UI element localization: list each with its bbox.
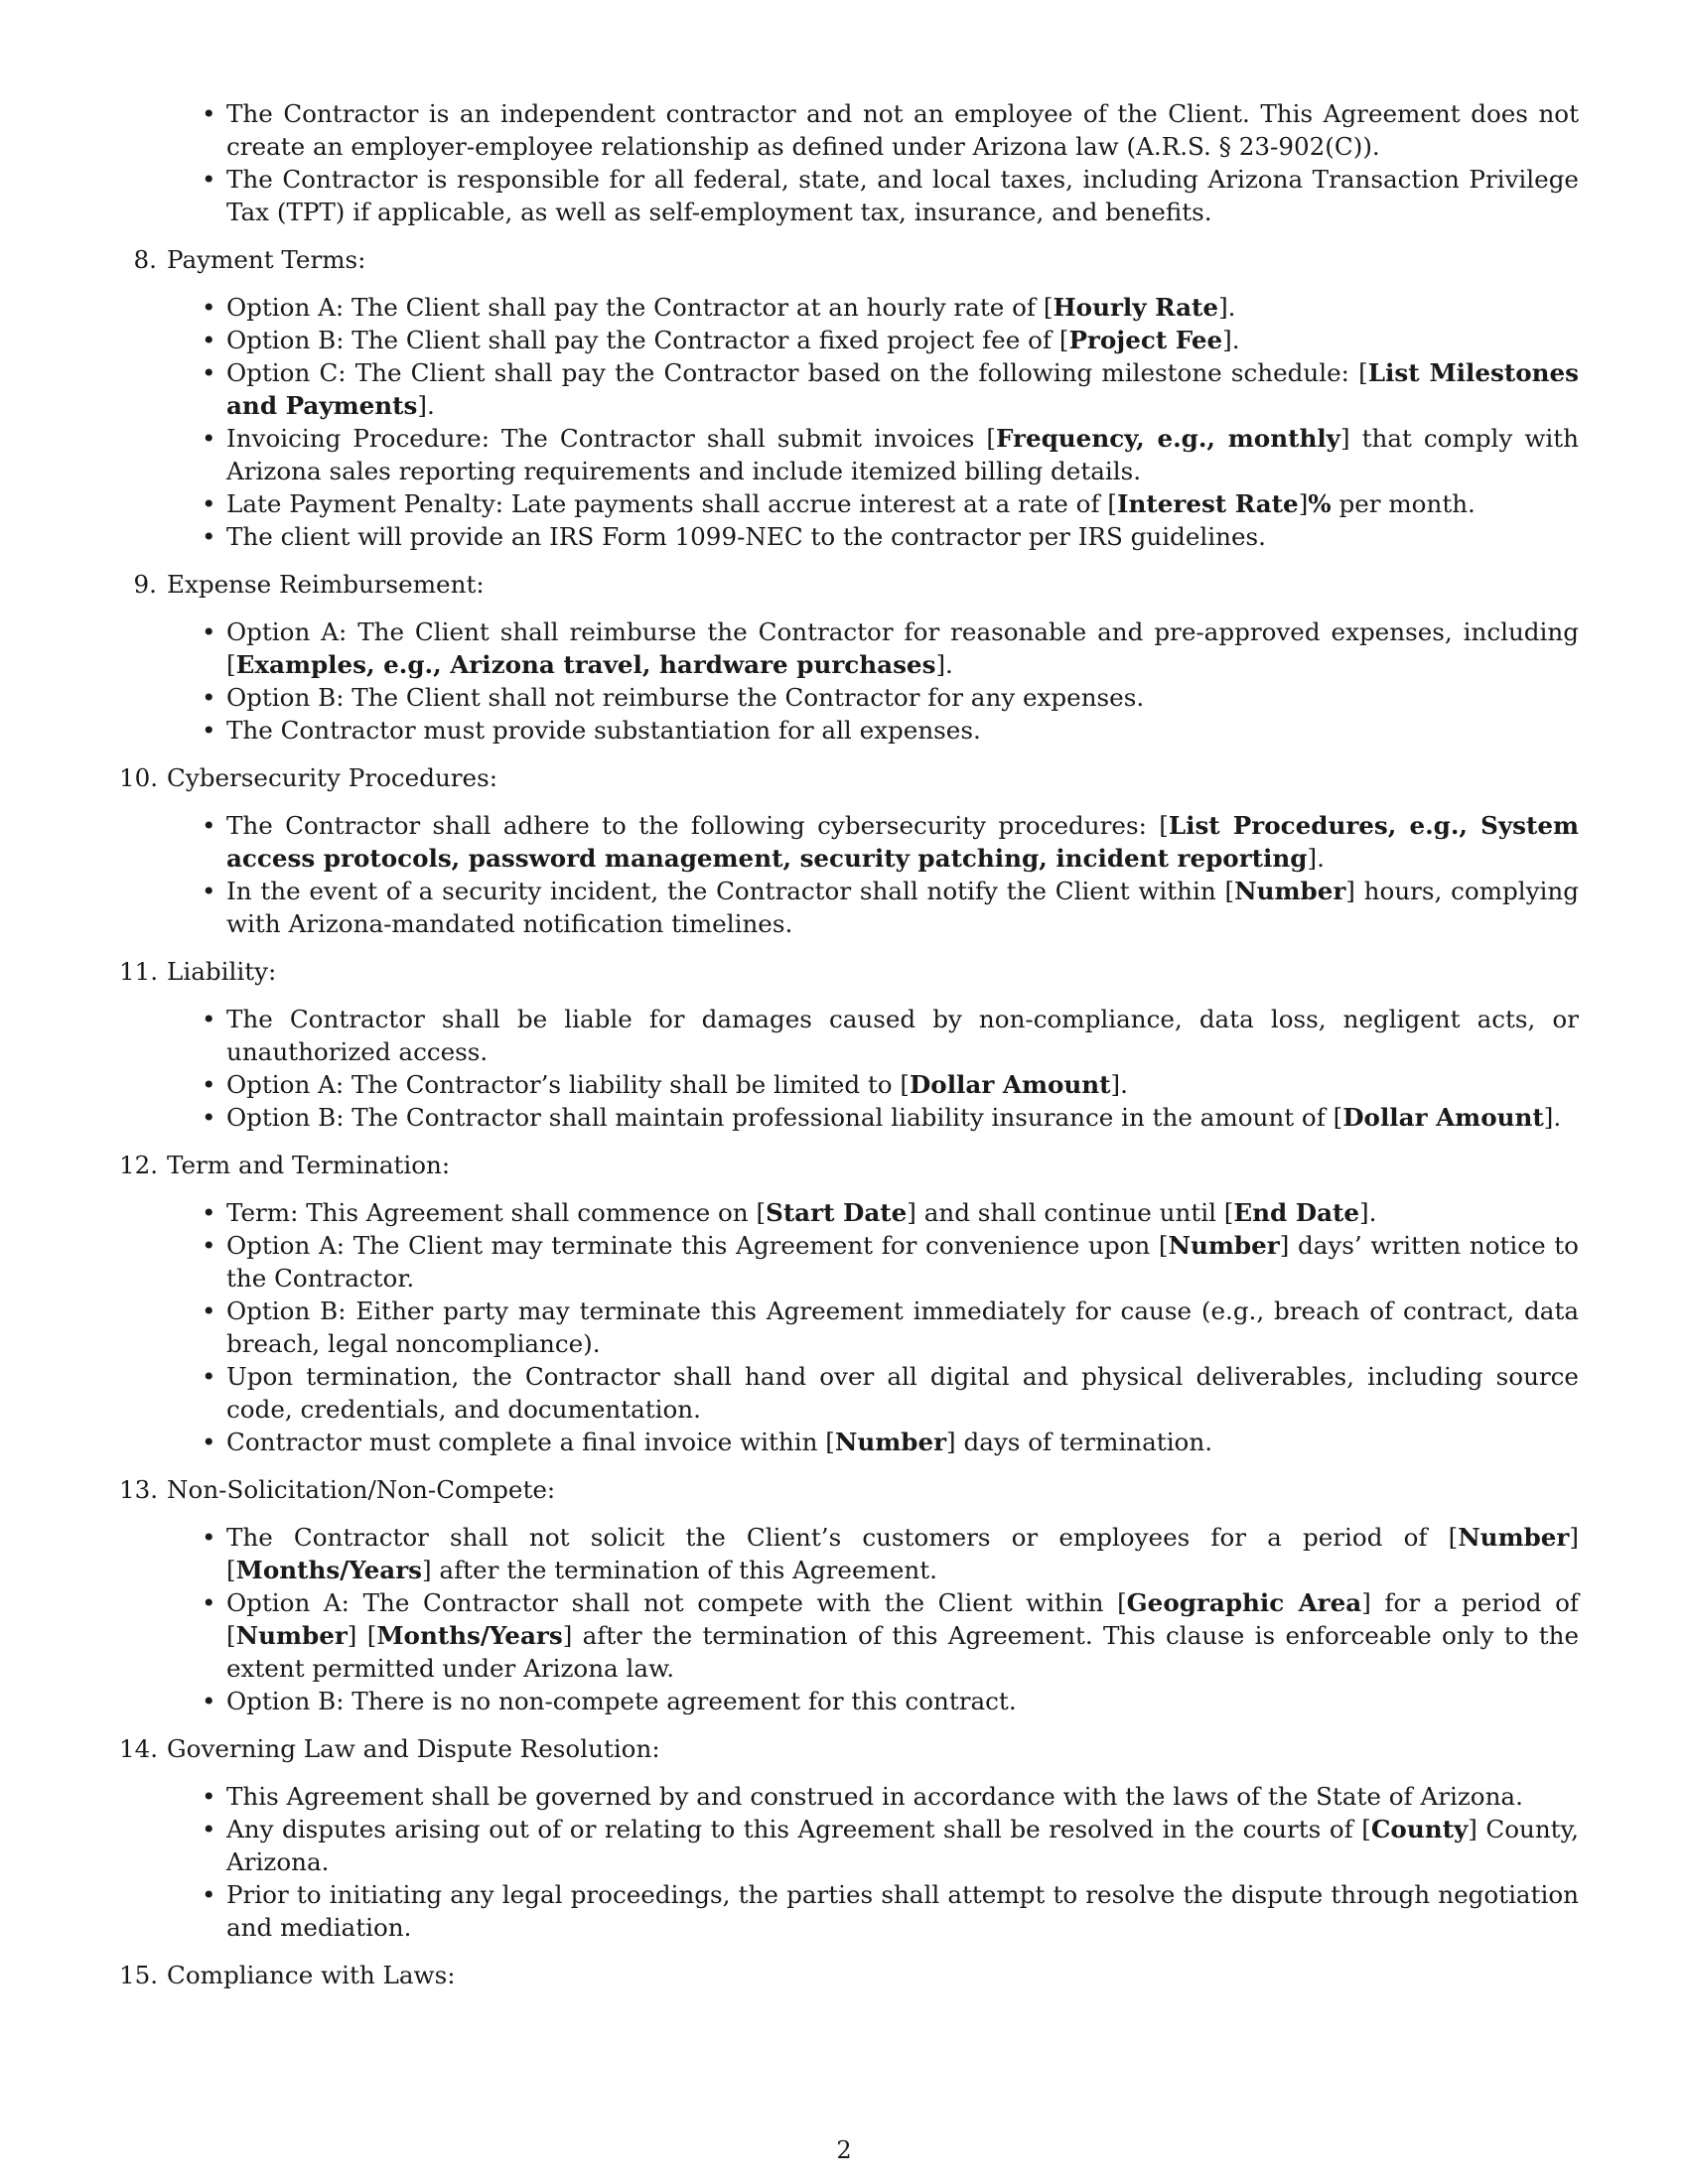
text-run: Term: This Agreement shall commence on [ [226, 1198, 767, 1227]
section [119, 1732, 1579, 1944]
text-run: ]. [417, 391, 435, 420]
list-item [226, 422, 1579, 487]
text-run: ] for a period of [ [226, 1588, 1579, 1650]
placeholder-field: Geographic Area [1126, 1588, 1362, 1617]
list-item [226, 1360, 1579, 1426]
placeholder-field: Interest Rate [1116, 489, 1299, 518]
placeholder-field: Number [1168, 1231, 1280, 1260]
text-run: Option B: Either party may terminate this Agreement immediately for cause (e.g., breach of contract, data breach, legal noncompliance). [226, 1297, 1579, 1358]
section-number: 14. [119, 1734, 159, 1763]
text-run: ] [1298, 489, 1309, 518]
text-run: Option B: The Client shall not reimburse the Contractor for any expenses. [226, 683, 1145, 712]
list-item [226, 1426, 1579, 1458]
section-title: Cybersecurity Procedures: [167, 763, 498, 792]
list-item [226, 1068, 1579, 1101]
list-item [226, 1196, 1579, 1229]
text-run: ] days’ written notice to the Contractor. [226, 1231, 1579, 1293]
text-run: The Contractor shall adhere to the following cybersecurity procedures: [ [226, 811, 1169, 840]
text-run: Option B: The Contractor shall maintain professional liability insurance in the amount of [ [226, 1103, 1343, 1132]
section-number: 11. [119, 957, 159, 986]
text-run: The Contractor is responsible for all federal, state, and local taxes, including Arizona Transaction Privilege Tax (TPT) if applicable, as well as self-employment tax, insurance, and benefits. [226, 165, 1579, 226]
text-run: ] after the termination of this Agreement. This clause is enforceable only to the extent permitted under Arizona law. [226, 1621, 1579, 1683]
list-item [226, 1813, 1579, 1878]
text-run: Contractor must complete a final invoice within [ [226, 1428, 835, 1456]
section-title: Compliance with Laws: [167, 1961, 456, 1989]
list-item [226, 615, 1579, 681]
sections-container [119, 243, 1579, 1991]
section-title: Payment Terms: [167, 245, 366, 274]
text-run: Late Payment Penalty: Late payments shall accrue interest at a rate of [ [226, 489, 1117, 518]
text-run: ]. [1222, 326, 1240, 354]
placeholder-field: Frequency, e.g., monthly [995, 424, 1340, 453]
section-title: Liability: [167, 957, 277, 986]
text-run: Any disputes arising out of or relating to this Agreement shall be resolved in the courts of [ [226, 1815, 1371, 1843]
text-run: ]. [1218, 293, 1236, 322]
text-run: ] that comply with Arizona sales reporting requirements and include itemized billing details. [226, 424, 1579, 485]
text-run: ] County, Arizona. [226, 1815, 1580, 1876]
section [119, 955, 1579, 1134]
text-run: ]. [935, 650, 953, 679]
text-run: The client will provide an IRS Form 1099-NEC to the contractor per IRS guidelines. [226, 522, 1266, 551]
section [119, 243, 1579, 553]
list-item [226, 291, 1579, 324]
section-heading [119, 1959, 1579, 1991]
section-heading [119, 1149, 1579, 1181]
text-run: In the event of a security incident, the Contractor shall notify the Client within [ [226, 877, 1235, 905]
section-heading [119, 1732, 1579, 1765]
placeholder-field: Dollar Amount [909, 1070, 1111, 1099]
section-title: Term and Termination: [167, 1151, 451, 1179]
list-item [226, 1295, 1579, 1360]
placeholder-field: Number [1458, 1523, 1570, 1552]
section-number: 10. [119, 763, 159, 792]
text-run: ] [ [347, 1621, 377, 1650]
list-item [226, 1521, 1579, 1586]
list-item [226, 714, 1579, 747]
list-item [226, 1003, 1579, 1068]
text-run: ]. [1359, 1198, 1377, 1227]
text-run: per month. [1331, 489, 1476, 518]
placeholder-field: Months/Years [235, 1556, 422, 1584]
placeholder-field: Months/Years [376, 1621, 563, 1650]
document-body [119, 97, 1579, 2006]
list-item [226, 356, 1579, 422]
placeholder-field: Number [235, 1621, 348, 1650]
text-run: ] and shall continue until [ [907, 1198, 1234, 1227]
section-heading [119, 243, 1579, 276]
list-item [226, 520, 1579, 553]
text-run: Option C: The Client shall pay the Contractor based on the following milestone schedule: [ [226, 358, 1368, 387]
section-title: Expense Reimbursement: [167, 570, 485, 599]
section-bullet-list [119, 1196, 1579, 1458]
text-run: Option A: The Client shall pay the Contractor at an hourly rate of [ [226, 293, 1054, 322]
text-run: Option A: The Client shall reimburse the Contractor for reasonable and pre-approved expenses, including [ [226, 617, 1579, 679]
section-heading [119, 568, 1579, 601]
section-number: 12. [119, 1151, 159, 1179]
text-run: ]. [1307, 844, 1325, 873]
section-number: 13. [119, 1475, 159, 1504]
placeholder-field: % [1308, 489, 1332, 518]
section [119, 761, 1579, 940]
text-run: The Contractor shall be liable for damages caused by non-compliance, data loss, negligent acts, or unauthorized access. [226, 1005, 1579, 1066]
section-title: Governing Law and Dispute Resolution: [167, 1734, 660, 1763]
list-item [226, 1685, 1579, 1717]
text-run: Option B: The Client shall pay the Contractor a fixed project fee of [ [226, 326, 1069, 354]
text-run: Option B: There is no non-compete agreement for this contract. [226, 1687, 1017, 1715]
text-run: ] [ [226, 1523, 1579, 1584]
text-run: ] days of termination. [946, 1428, 1213, 1456]
placeholder-field: Start Date [766, 1198, 908, 1227]
section-bullet-list [119, 1521, 1579, 1717]
text-run: Invoicing Procedure: The Contractor shall submit invoices [ [226, 424, 996, 453]
text-run: Option A: The Contractor shall not compete with the Client within [ [226, 1588, 1127, 1617]
list-item [226, 681, 1579, 714]
placeholder-field: County [1370, 1815, 1469, 1843]
list-item [226, 97, 1579, 163]
section-number: 8. [133, 245, 157, 274]
list-item [226, 875, 1579, 940]
text-run: Upon termination, the Contractor shall hand over all digital and physical deliverables, including source code, credentials, and documentation. [226, 1362, 1579, 1424]
section-bullet-list [119, 1780, 1579, 1944]
placeholder-field: List Procedures, e.g., System access protocols, password management, security patching, incident reporting [226, 811, 1579, 873]
list-item [226, 487, 1579, 520]
text-run: ]. [1110, 1070, 1128, 1099]
placeholder-field: Number [834, 1428, 947, 1456]
section-heading [119, 1473, 1579, 1506]
section-heading [119, 955, 1579, 988]
text-run: ]. [1543, 1103, 1562, 1132]
section-bullet-list [119, 615, 1579, 747]
placeholder-field: Project Fee [1068, 326, 1223, 354]
section-number: 9. [133, 570, 157, 599]
section-bullet-list [119, 1003, 1579, 1134]
placeholder-field: End Date [1233, 1198, 1360, 1227]
section-bullet-list [119, 291, 1579, 553]
section [119, 1473, 1579, 1717]
list-item [226, 1878, 1579, 1944]
list-item [226, 1229, 1579, 1295]
placeholder-field: Examples, e.g., Arizona travel, hardware purchases [235, 650, 936, 679]
text-run: ] after the termination of this Agreement. [422, 1556, 937, 1584]
list-item [226, 1101, 1579, 1134]
list-item [226, 324, 1579, 356]
list-item [226, 163, 1579, 228]
placeholder-field: Hourly Rate [1053, 293, 1219, 322]
text-run: Prior to initiating any legal proceedings, the parties shall attempt to resolve the dispute through negotiation and mediation. [226, 1880, 1579, 1942]
placeholder-field: List Milestones and Payments [226, 358, 1579, 420]
placeholder-field: Number [1234, 877, 1346, 905]
placeholder-field: Dollar Amount [1342, 1103, 1544, 1132]
text-run: The Contractor must provide substantiation for all expenses. [226, 716, 981, 745]
section-bullet-list [119, 809, 1579, 940]
section [119, 1959, 1579, 1991]
text-run: ] hours, complying with Arizona-mandated notification timelines. [226, 877, 1580, 938]
section-number: 15. [119, 1961, 159, 1989]
list-item [226, 809, 1579, 875]
list-item [226, 1586, 1579, 1685]
intro-bullet-list [119, 97, 1579, 228]
section [119, 1149, 1579, 1458]
text-run: The Contractor shall not solicit the Client’s customers or employees for a period of [ [226, 1523, 1459, 1552]
section [119, 568, 1579, 747]
text-run: This Agreement shall be governed by and construed in accordance with the laws of the State of Arizona. [226, 1782, 1523, 1811]
page-number: 2 [836, 2136, 852, 2164]
text-run: The Contractor is an independent contractor and not an employee of the Client. This Agreement does not create an employer-employee relationship as defined under Arizona law (A.R.S. § 23-902(C)). [226, 99, 1579, 161]
list-item [226, 1780, 1579, 1813]
text-run: Option A: The Client may terminate this Agreement for convenience upon [ [226, 1231, 1169, 1260]
text-run: Option A: The Contractor’s liability shall be limited to [ [226, 1070, 910, 1099]
section-title: Non-Solicitation/Non-Compete: [167, 1475, 556, 1504]
section-heading [119, 761, 1579, 794]
